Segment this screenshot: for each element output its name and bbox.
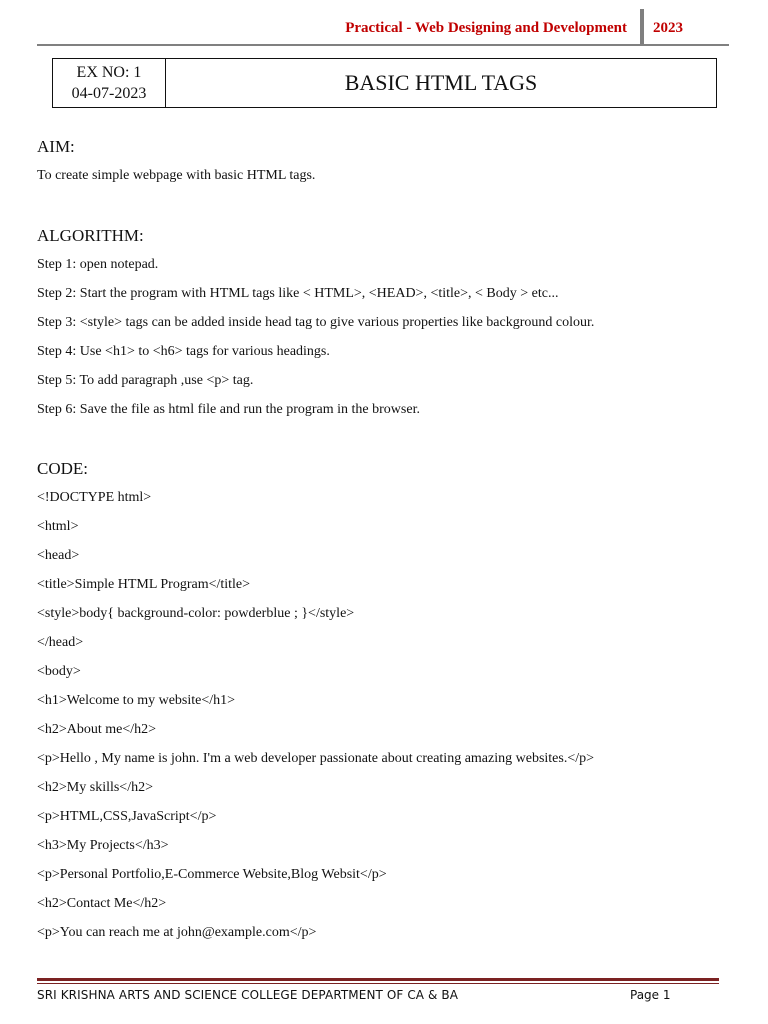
code-line: <body>: [37, 664, 81, 679]
exercise-box: [52, 58, 717, 108]
page-number: Page 1: [630, 988, 671, 1002]
aim-text: To create simple webpage with basic HTML tags.: [37, 168, 316, 183]
footer-rule-thick: [37, 978, 719, 981]
code-line: <head>: [37, 548, 80, 563]
header-divider: [640, 9, 644, 46]
code-line: <h2>About me</h2>: [37, 722, 157, 737]
code-line: <p>You can reach me at john@example.com</p>: [37, 925, 317, 940]
course-title: Practical - Web Designing and Development: [345, 20, 627, 36]
code-line: <h1>Welcome to my website</h1>: [37, 693, 236, 708]
code-line: <!DOCTYPE html>: [37, 490, 152, 505]
algorithm-step: Step 3: <style> tags can be added inside head tag to give various properties like background colour.: [37, 315, 595, 330]
aim-heading: AIM:: [37, 137, 75, 156]
algorithm-step: Step 1: open notepad.: [37, 257, 159, 272]
code-line: <h2>Contact Me</h2>: [37, 896, 167, 911]
algorithm-step: Step 4: Use <h1> to <h6> tags for various headings.: [37, 344, 330, 359]
footer-college: SRI KRISHNA ARTS AND SCIENCE COLLEGE DEPARTMENT OF CA & BA: [37, 988, 459, 1002]
code-line: <html>: [37, 519, 79, 534]
code-line: </head>: [37, 635, 84, 650]
code-line: <h3>My Projects</h3>: [37, 838, 169, 853]
exercise-title: BASIC HTML TAGS: [344, 70, 538, 95]
code-line: <title>Simple HTML Program</title>: [37, 577, 251, 592]
exercise-number: EX NO: 1: [76, 64, 142, 81]
course-year: 2023: [653, 20, 683, 36]
algorithm-heading: ALGORITHM:: [37, 226, 144, 245]
algorithm-step: Step 5: To add paragraph ,use <p> tag.: [37, 373, 254, 388]
code-line: <p>HTML,CSS,JavaScript</p>: [37, 809, 217, 824]
exercise-meta: [53, 59, 166, 107]
code-heading: CODE:: [37, 459, 88, 478]
exercise-date: 04-07-2023: [71, 85, 147, 102]
code-line: <style>body{ background-color: powderblue ; }</style>: [37, 606, 355, 621]
code-line: <p>Personal Portfolio,E-Commerce Website,Blog Websit</p>: [37, 867, 387, 882]
header-rule: [37, 44, 729, 46]
code-line: <p>Hello , My name is john. I'm a web developer passionate about creating amazing websites.</p>: [37, 751, 595, 766]
algorithm-step: Step 6: Save the file as html file and run the program in the browser.: [37, 402, 420, 417]
code-line: <h2>My skills</h2>: [37, 780, 153, 795]
footer-rule-thin: [37, 983, 719, 984]
algorithm-step: Step 2: Start the program with HTML tags like < HTML>, <HEAD>, <title>, < Body > etc...: [37, 286, 559, 301]
